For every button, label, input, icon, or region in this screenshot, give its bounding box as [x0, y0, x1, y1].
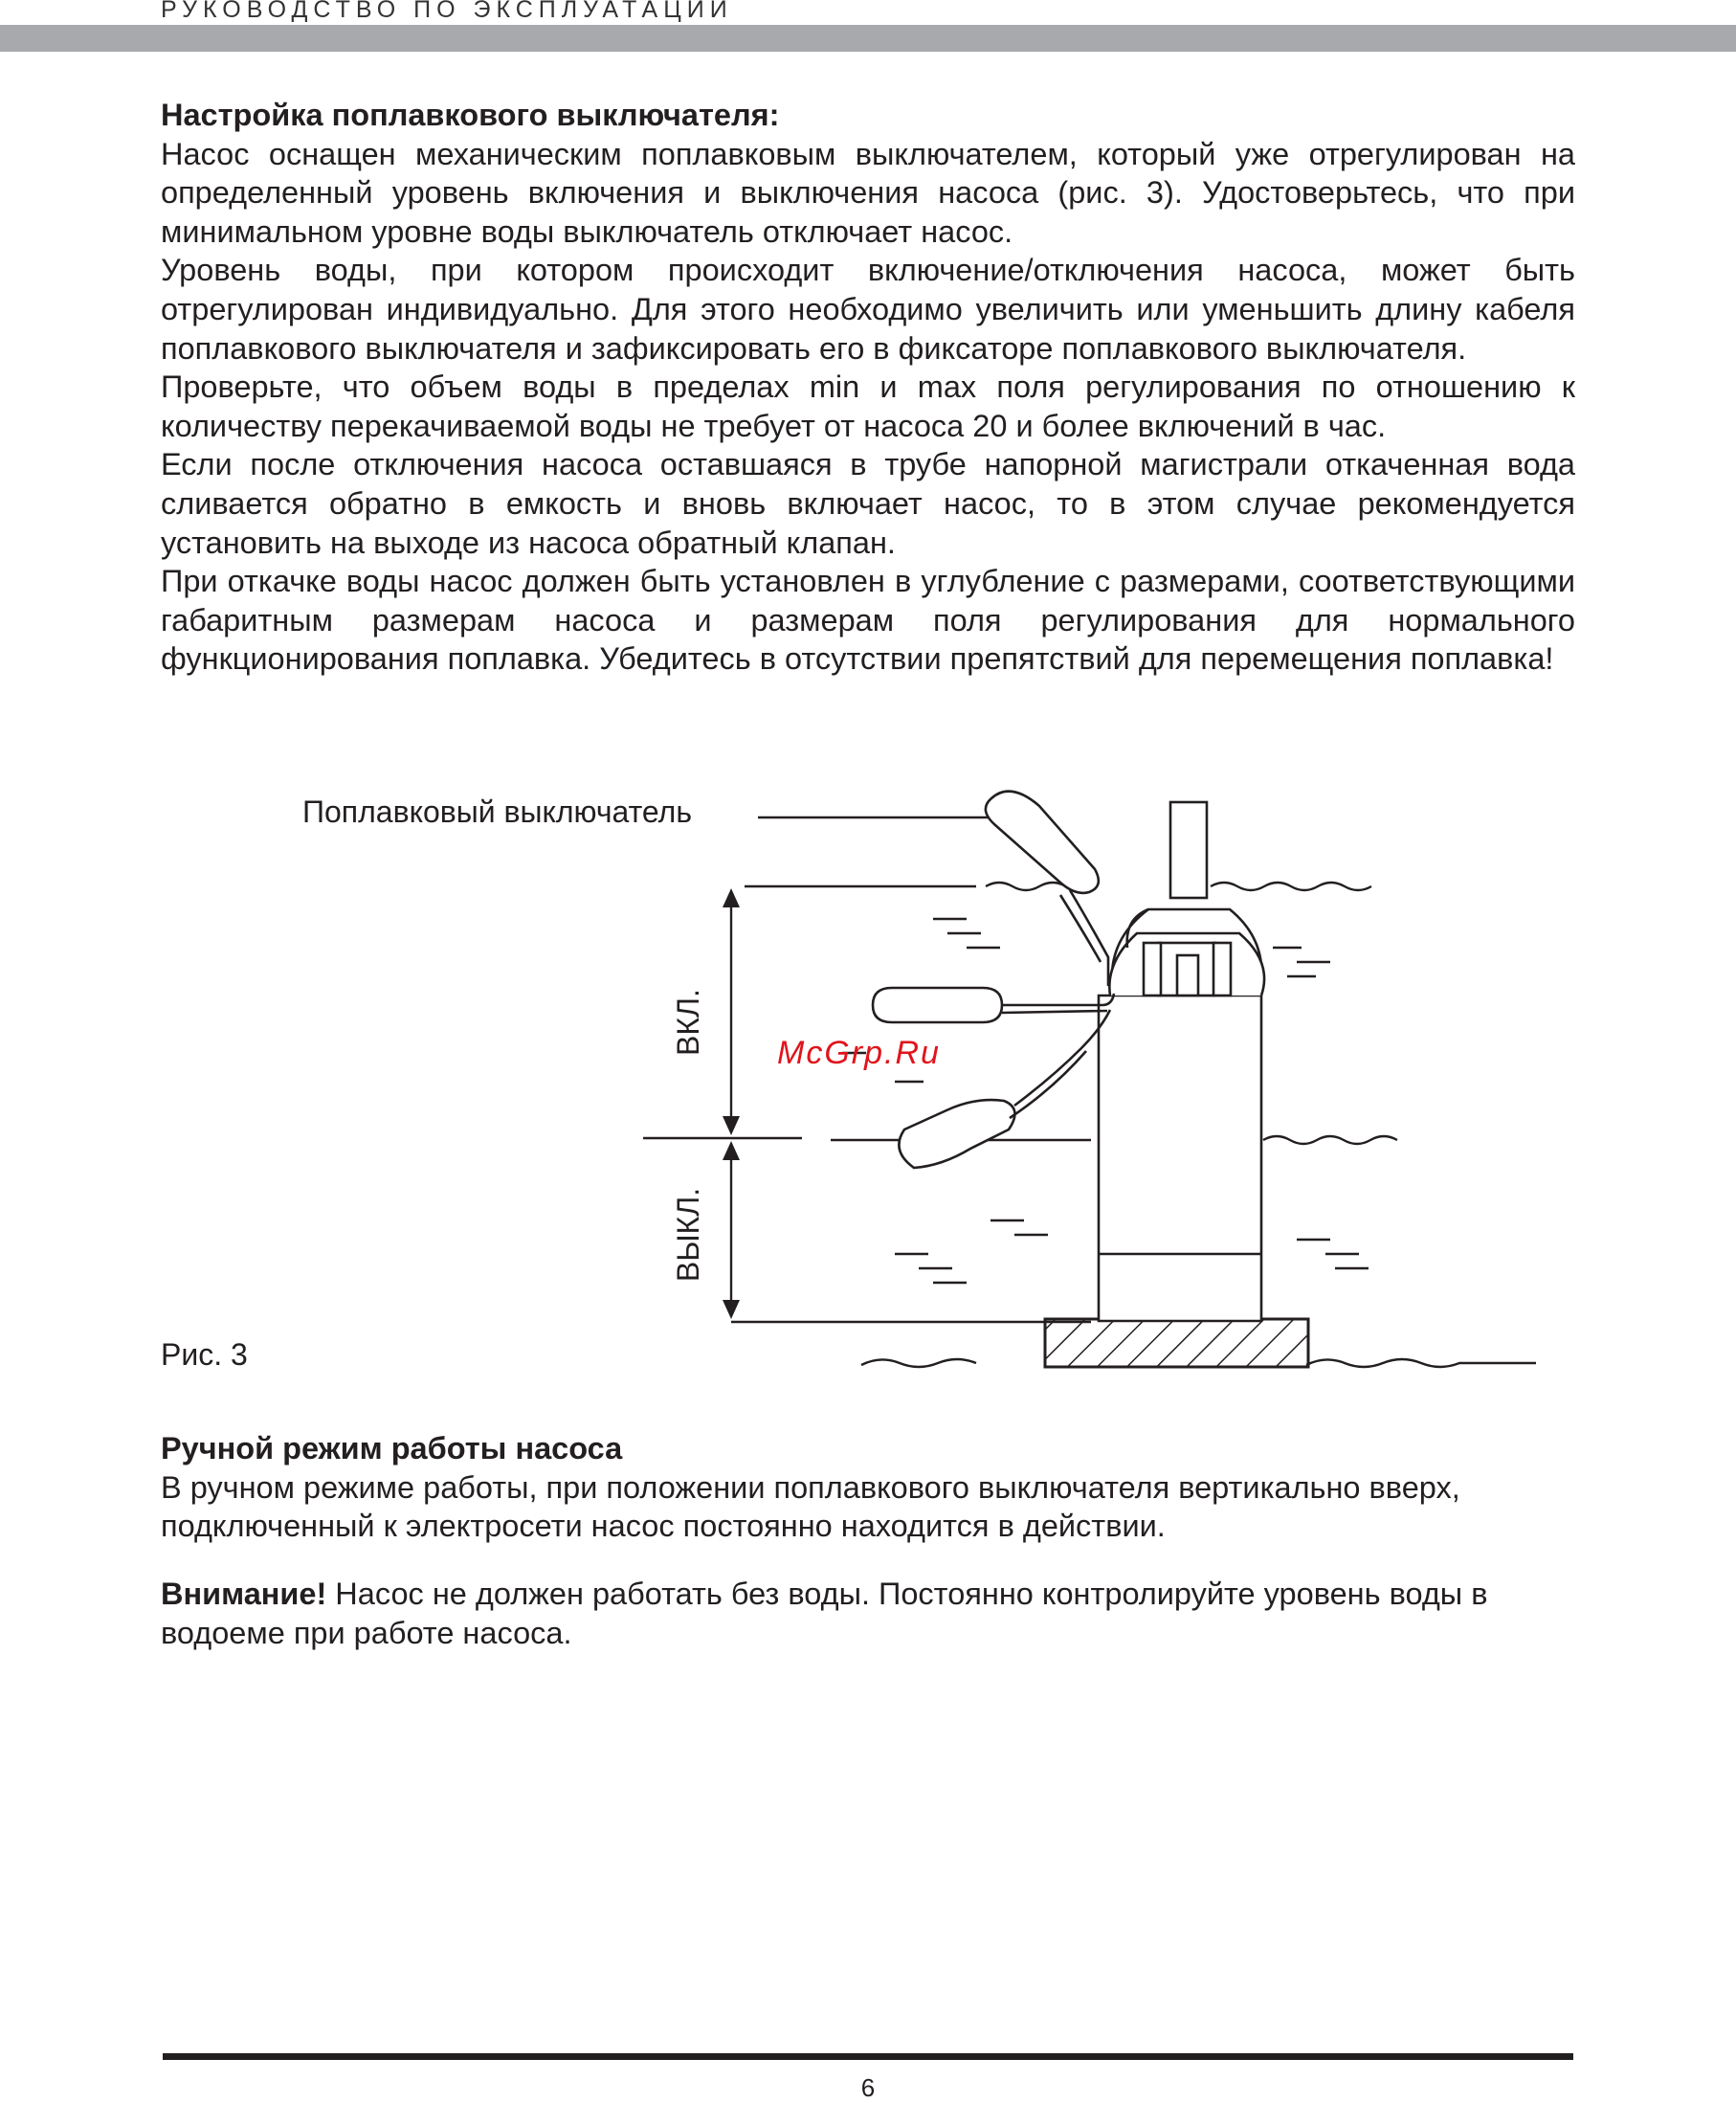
warning-section [161, 1575, 1575, 1652]
paragraph-1: Насос оснащен механическим поплавковым выключателем, который уже отрегулирован на определенный уровень включения и выключения насоса (рис. 3). Удостоверьтесь, что при минимальном уровне воды выключатель отключает насос. [161, 136, 1575, 249]
float-middle [873, 988, 1002, 1022]
warning-lead: Внимание! [161, 1577, 327, 1611]
figure-3 [0, 766, 1736, 1436]
paragraph-4: Если после отключения насоса оставшаяся в трубе напорной магистрали откаченная вода сливается обратно в емкость и вновь включает насос, то в этом случае рекомендуется установить на выходе из насоса обратный клапан. [161, 447, 1575, 560]
paragraph-2: Уровень воды, при котором происходит включение/отключения насоса, может быть отрегулирован индивидуально. Для этого необходимо увеличить или уменьшить длину кабеля поплавкового выключателя и зафиксировать его в фиксаторе поплавкового выключателя. [161, 253, 1575, 366]
off-label: ВЫКЛ. [671, 1187, 705, 1283]
arrow-down-bottom [723, 1300, 740, 1319]
manual-mode-text: В ручном режиме работы, при положении поплавкового выключателя вертикально вверх, подключенный к электросети насос постоянно находится в действии. [161, 1469, 1460, 1544]
arrow-up-top [723, 888, 740, 907]
water-surface-middle [1263, 1136, 1397, 1144]
watermark: McGrp.Ru [777, 1035, 941, 1071]
footer-rule [163, 2053, 1573, 2060]
manual-mode-heading: Ручной режим работы насоса [161, 1431, 623, 1465]
pump-base [1045, 1319, 1308, 1367]
paragraph-3: Проверьте, что объем воды в пределах min и max поля регулирования по отношению к количеству перекачиваемой воды не требует от насоса 20 и более включений в час. [161, 369, 1575, 443]
figure-caption: Рис. 3 [161, 1337, 248, 1372]
on-label: ВКЛ. [671, 989, 705, 1056]
warning-text: Насос не должен работать без воды. Постоянно контролируйте уровень воды в водоеме при работе насоса. [161, 1577, 1488, 1650]
float-lower [899, 1100, 1014, 1168]
float-switch-section [161, 96, 1575, 679]
arrow-down-mid [723, 1116, 740, 1135]
manual-mode-section [161, 1429, 1575, 1546]
discharge-pipe [1170, 802, 1207, 898]
float-switch-heading: Настройка поплавкового выключателя: [161, 98, 780, 132]
page-number: 6 [860, 2073, 876, 2102]
float-switch-label: Поплавковый выключатель [302, 794, 692, 829]
pump-body [1099, 996, 1261, 1321]
float-upper [986, 792, 1099, 893]
document-header-title: РУКОВОДСТВО ПО ЭКСПЛУАТАЦИИ [161, 0, 733, 23]
header-bar [0, 25, 1736, 52]
pump-diagram [0, 766, 1736, 1436]
arrow-up-mid [723, 1141, 740, 1160]
paragraph-5: При откачке воды насос должен быть установлен в углубление с размерами, соответствующими габаритным размерам насоса и размерам поля регулирования для нормального функционирования поплавка. Убедитесь в отсутствии препятствий для перемещения поплавка! [161, 564, 1575, 677]
